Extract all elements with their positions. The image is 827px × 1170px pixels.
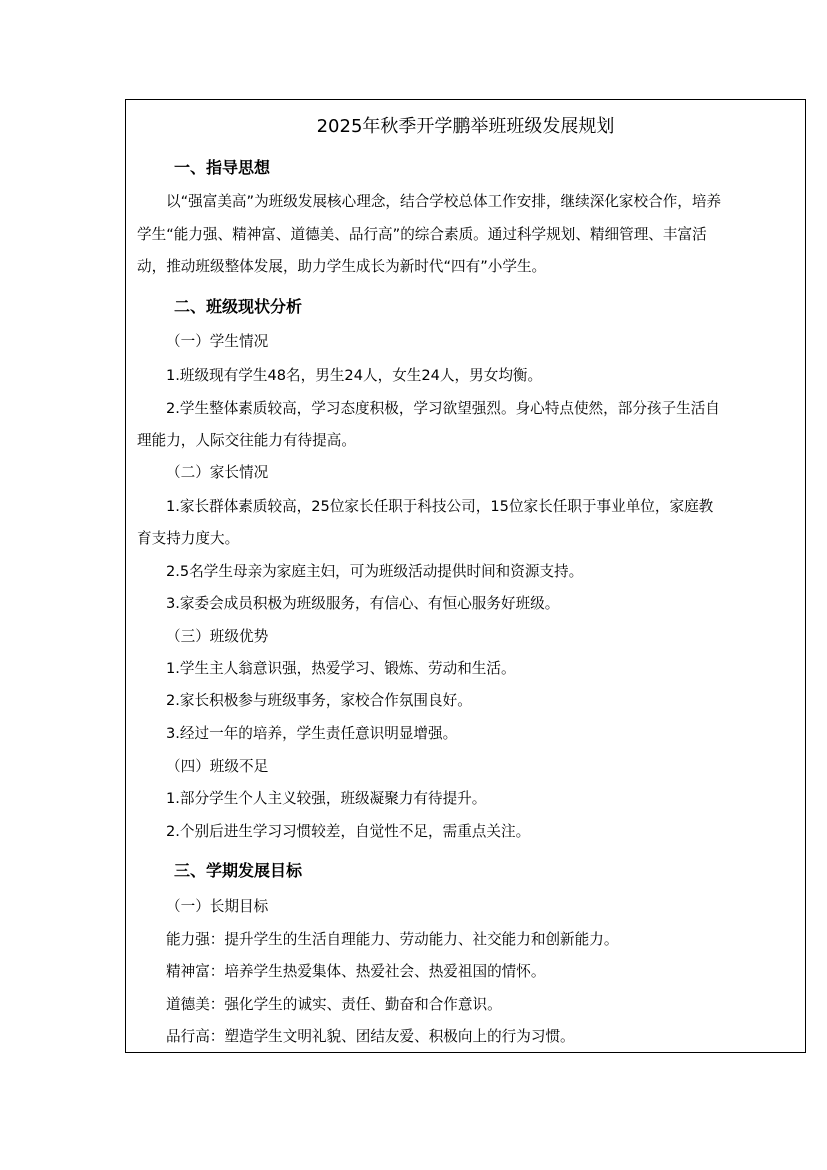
subsection-title-parents: （二）家长情况 [166,464,269,481]
paragraph-line: 以“强富美高”为班级发展核心理念，结合学校总体工作安排，继续深化家校合作，培养 [166,193,722,210]
section-heading-class-status: 二、班级现状分析 [174,297,303,316]
document-frame [125,99,806,1053]
paragraph-line: 育支持力度大。 [137,530,240,547]
paragraph-line: 理能力，人际交往能力有待提高。 [137,432,356,449]
paragraph-line: 3.家委会成员积极为班级服务，有信心、有恒心服务好班级。 [166,595,560,612]
paragraph-line: 学生“能力强、精神富、道德美、品行高”的综合素质。通过科学规划、精细管理、丰富活 [137,226,707,243]
paragraph-line: 1.班级现有学生48名，男生24人，女生24人，男女均衡。 [166,367,543,384]
paragraph-line: 1.学生主人翁意识强，热爱学习、锻炼、劳动和生活。 [166,660,516,677]
paragraph-line: 动，推动班级整体发展，助力学生成长为新时代“四有”小学生。 [137,258,547,275]
subsection-title-weaknesses: （四）班级不足 [166,758,269,775]
paragraph-line: 2.5名学生母亲为家庭主妇，可为班级活动提供时间和资源支持。 [166,563,584,580]
paragraph-line: 2.家长积极参与班级事务，家校合作氛围良好。 [166,692,472,709]
goal-line: 能力强：提升学生的生活自理能力、劳动能力、社交能力和创新能力。 [166,931,619,948]
section-heading-guiding-ideology: 一、指导思想 [174,158,271,177]
paragraph-line: 1.部分学生个人主义较强，班级凝聚力有待提升。 [166,790,487,807]
paragraph-line: 3.经过一年的培养，学生责任意识明显增强。 [166,725,458,742]
goal-line: 品行高：塑造学生文明礼貌、团结友爱、积极向上的行为习惯。 [166,1028,575,1045]
paragraph-line: 2.学生整体素质较高，学习态度积极，学习欲望强烈。身心特点使然，部分孩子生活自 [166,400,720,417]
subsection-title-students: （一）学生情况 [166,333,269,350]
paragraph-line: 1.家长群体素质较高，25位家长任职于科技公司，15位家长任职于事业单位，家庭教 [166,498,714,515]
goal-line: 道德美：强化学生的诚实、责任、勤奋和合作意识。 [166,996,502,1013]
subsection-title-long-term-goals: （一）长期目标 [166,898,269,915]
document-title: 2025年秋季开学鹏举班班级发展规划 [316,116,615,137]
subsection-title-strengths: （三）班级优势 [166,628,269,645]
goal-line: 精神富：培养学生热爱集体、热爱社会、热爱祖国的情怀。 [166,963,546,980]
paragraph-line: 2.个别后进生学习习惯较差，自觉性不足，需重点关注。 [166,823,531,840]
section-heading-semester-goals: 三、学期发展目标 [174,861,303,880]
